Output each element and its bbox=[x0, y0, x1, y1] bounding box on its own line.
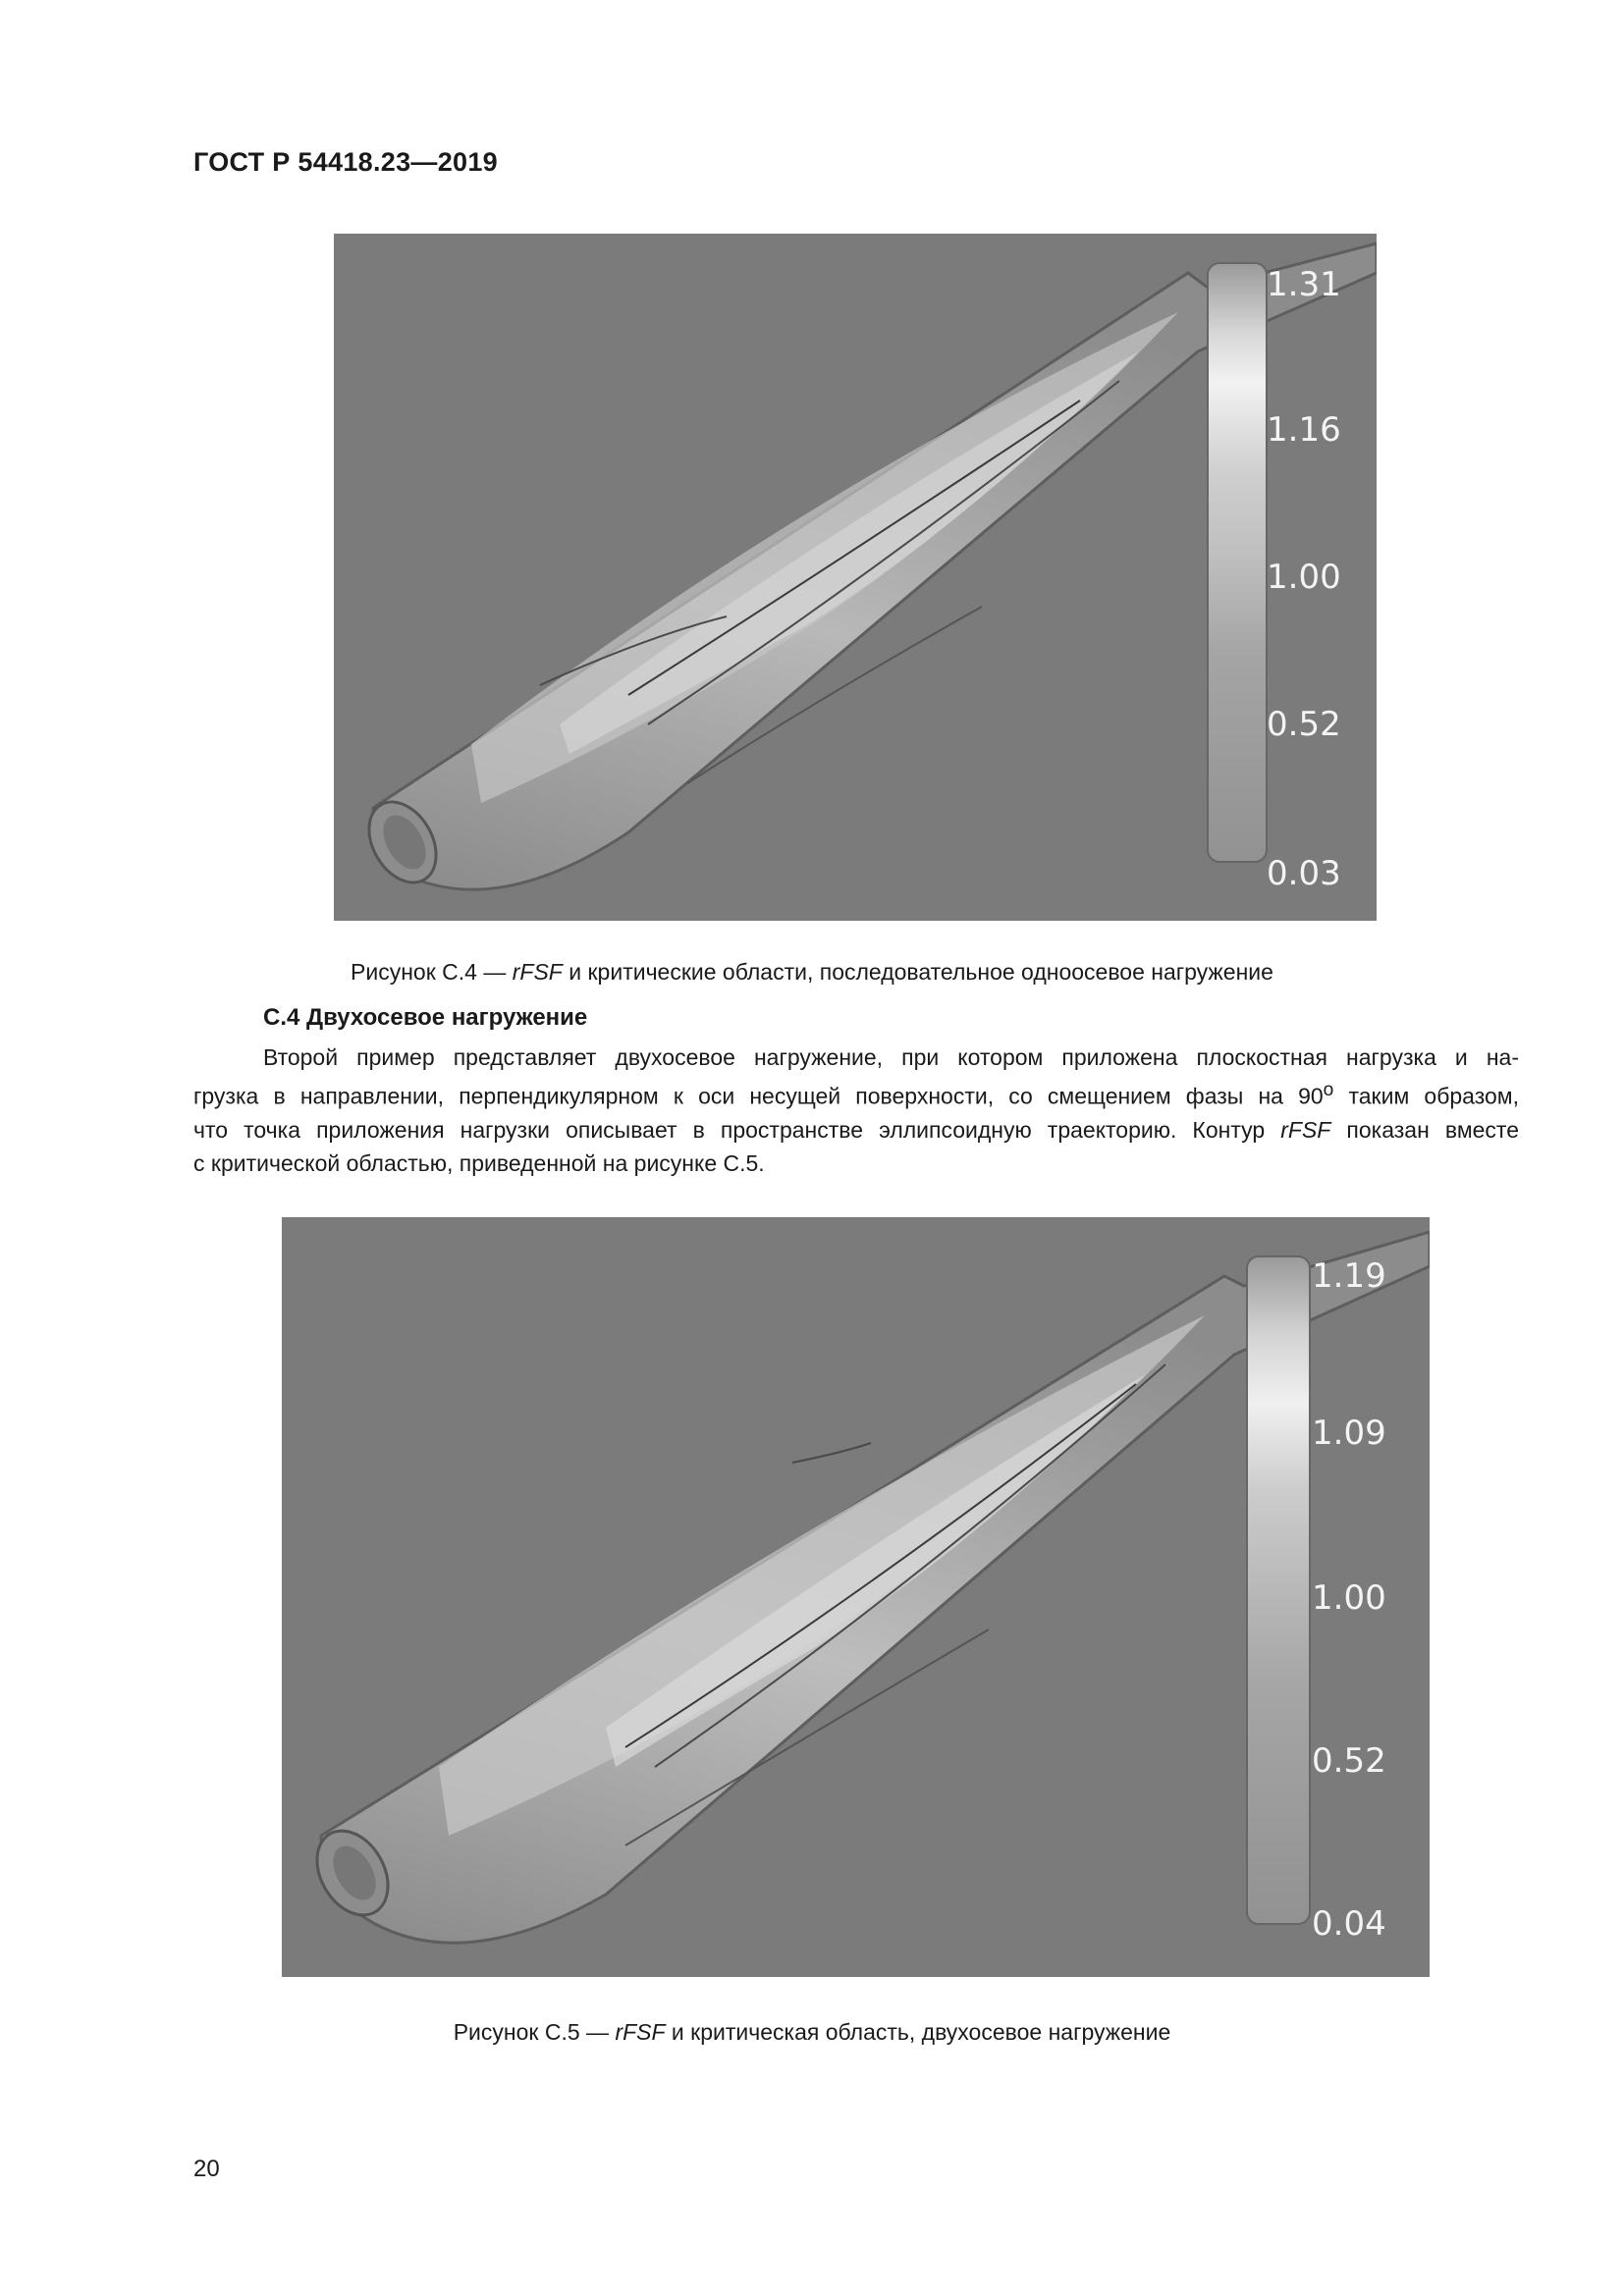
scale-label: 0.52 bbox=[1312, 1741, 1386, 1781]
caption-italic-term: rFSF bbox=[615, 2019, 666, 2045]
scale-label-top: 1.31 bbox=[1267, 265, 1341, 304]
scale-label: 0.52 bbox=[1267, 705, 1341, 744]
caption-italic-term: rFSF bbox=[512, 959, 563, 985]
caption-suffix: и критические области, последовательное одноосевое нагружение bbox=[562, 959, 1273, 985]
paragraph-line bbox=[193, 1113, 1519, 1147]
blade-contour-image bbox=[282, 1217, 1430, 1977]
page-number: 20 bbox=[193, 2156, 220, 2182]
figure-c4-rfsf-contour bbox=[334, 234, 1377, 921]
degree-superscript: о bbox=[1323, 1080, 1334, 1100]
line-text: что точка приложения нагрузки описывает в пространстве эллипсоидную траекторию. Контур bbox=[193, 1116, 1281, 1143]
paragraph-line: с критической областью, приведенной на рисунке С.5. bbox=[193, 1149, 765, 1176]
scale-label-bottom: 0.04 bbox=[1312, 1904, 1386, 1944]
line-text: таким образом, bbox=[1333, 1083, 1519, 1109]
scale-label: 1.16 bbox=[1267, 410, 1341, 450]
section-paragraph bbox=[193, 1041, 1519, 1180]
figure-c5-rfsf-contour bbox=[282, 1217, 1430, 1977]
italic-term: rFSF bbox=[1280, 1116, 1331, 1143]
figure-c5-caption bbox=[0, 2019, 1624, 2046]
scale-label-top: 1.19 bbox=[1312, 1256, 1386, 1296]
scale-label: 1.09 bbox=[1312, 1414, 1386, 1453]
caption-prefix: Рисунок С.5 — bbox=[453, 2019, 616, 2045]
document-header: ГОСТ Р 54418.23—2019 bbox=[193, 147, 498, 177]
scale-label: 1.00 bbox=[1312, 1578, 1386, 1618]
line-text: показан вместе bbox=[1330, 1116, 1519, 1143]
blade-contour-image bbox=[334, 234, 1377, 921]
section-title: С.4 Двухосевое нагружение bbox=[263, 1004, 588, 1031]
caption-suffix: и критическая область, двухосевое нагружение bbox=[665, 2019, 1171, 2045]
caption-prefix: Рисунок С.4 — bbox=[351, 959, 513, 985]
paragraph-line: Второй пример представляет двухосевое нагружение, при котором приложена плоскостная нагрузка и на- bbox=[263, 1044, 1519, 1070]
paragraph-line bbox=[193, 1074, 1519, 1113]
figure-c4-caption bbox=[0, 959, 1624, 986]
scale-label-bottom: 0.03 bbox=[1267, 854, 1341, 893]
scale-label: 1.00 bbox=[1267, 558, 1341, 597]
line-text: грузка в направлении, перпендикулярном к оси несущей поверхности, со смещением фазы на 90 bbox=[193, 1083, 1324, 1109]
